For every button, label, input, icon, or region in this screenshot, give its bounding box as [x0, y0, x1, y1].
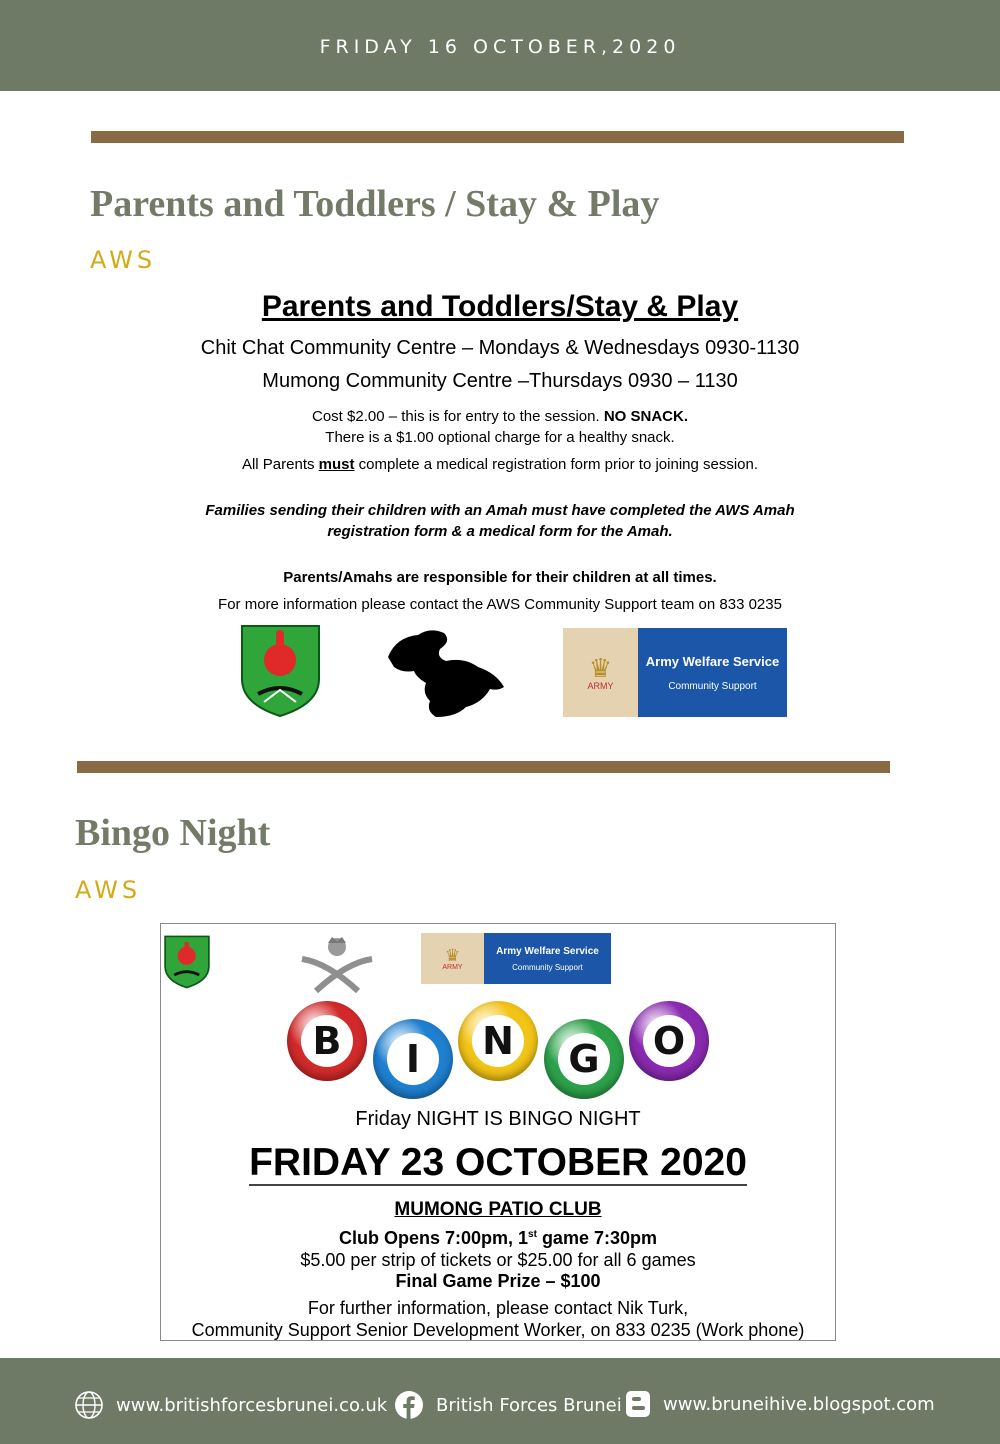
facebook-icon [394, 1390, 424, 1420]
ticket-price: $5.00 per strip of tickets or $25.00 for all 6 games [300, 1250, 696, 1270]
section-subtitle: AWS [75, 876, 142, 904]
flyer-title: Parents and Toddlers/Stay & Play [261, 290, 739, 323]
contact-info: Community Support Senior Development Worker, on 833 0235 (Work phone) [191, 1320, 805, 1340]
bingo-ball [458, 1001, 538, 1081]
blog-text: www.bruneihive.blogspot.com [663, 1393, 935, 1415]
footer-facebook-link[interactable] [394, 1390, 622, 1420]
gurkha-shield-logo [164, 933, 210, 991]
ball-letter: I [405, 1037, 421, 1081]
medical-prefix: All Parents [241, 456, 319, 473]
ball-letter: O [652, 1019, 686, 1063]
medical-suffix: complete a medical registration form prior to joining session. [354, 456, 759, 473]
amah-line: registration form & a medical form for the Amah. [327, 523, 673, 540]
army-text: ARMY [587, 680, 614, 691]
responsible-line: Parents/Amahs are responsible for their children at all times. [283, 569, 717, 586]
bingo-tagline: Friday NIGHT IS BINGO NIGHT [355, 1108, 641, 1130]
facebook-text: British Forces Brunei [436, 1394, 622, 1416]
bingo-date-text: FRIDAY 23 OCTOBER 2020 [249, 1141, 747, 1184]
crown-icon: ♛ [588, 652, 613, 683]
flyer-line: Mumong Community Centre –Thursdays 0930 – 1130 [262, 370, 738, 392]
website-text: www.britishforcesbrunei.co.uk [116, 1394, 388, 1416]
blogger-icon [625, 1390, 651, 1418]
no-snack-text: NO SNACK. [603, 408, 688, 425]
snack-line: There is a $1.00 optional charge for a healthy snack. [325, 429, 675, 446]
section-title: Bingo Night [75, 812, 271, 854]
army-crest [563, 628, 638, 717]
amah-line: Families sending their children with an Amah must have completed the AWS Amah [205, 502, 795, 519]
aws-logo [421, 933, 611, 984]
issue-date: FRIDAY 16 OCTOBER,2020 [319, 36, 681, 58]
gurkha-shield-logo [240, 624, 321, 718]
army-text: ARMY [442, 963, 463, 971]
aws-subtitle: Community Support [512, 962, 583, 972]
aws-label-panel [638, 628, 787, 717]
globe-icon [74, 1390, 104, 1420]
opens-suffix: game 7:30pm [536, 1228, 657, 1248]
bingo-flyer [160, 923, 836, 1341]
section-title: Parents and Toddlers / Stay & Play [90, 183, 660, 225]
ball-letter: N [482, 1019, 514, 1063]
cost-line [120, 408, 880, 425]
bingo-ball [373, 1019, 453, 1099]
aws-subtitle: Community Support [668, 680, 757, 692]
aws-label-panel [484, 933, 611, 984]
bingo-date [161, 1141, 835, 1185]
opens-sup: st [528, 1229, 537, 1240]
bingo-ball [629, 1001, 709, 1081]
aws-logo [563, 628, 787, 717]
contact-line: For more information please contact the AWS Community Support team on 833 0235 [218, 596, 782, 613]
aws-title: Army Welfare Service [496, 945, 599, 957]
eagle-silhouette-logo [386, 627, 508, 719]
footer-website-link[interactable] [74, 1390, 387, 1420]
army-crest [421, 933, 484, 984]
section-subtitle: AWS [90, 246, 157, 274]
footer-bar [0, 1358, 1000, 1444]
aws-title: Army Welfare Service [645, 653, 780, 669]
medical-must: must [318, 456, 355, 473]
crossed-kukri-badge [298, 933, 376, 993]
footer-blog-link[interactable] [625, 1390, 935, 1418]
opening-times [161, 1228, 835, 1249]
bingo-ball [544, 1019, 624, 1099]
section-divider [77, 761, 890, 773]
opens-text: Club Opens 7:00pm, 1 [338, 1228, 529, 1248]
medical-line [120, 456, 880, 473]
top-header-bar [0, 0, 1000, 91]
cost-text: Cost $2.00 – this is for entry to the session. [312, 408, 604, 425]
contact-info: For further information, please contact Nik Turk, [307, 1298, 689, 1318]
section-divider [91, 131, 904, 143]
final-prize: Final Game Prize – $100 [395, 1271, 601, 1291]
crown-icon: ♛ [444, 945, 461, 965]
ball-letter: G [568, 1037, 600, 1081]
bingo-venue: MUMONG PATIO CLUB [394, 1199, 602, 1220]
ball-letter: B [312, 1019, 342, 1063]
flyer-line: Chit Chat Community Centre – Mondays & Wednesdays 0930-1130 [200, 337, 800, 359]
bingo-ball [287, 1001, 367, 1081]
